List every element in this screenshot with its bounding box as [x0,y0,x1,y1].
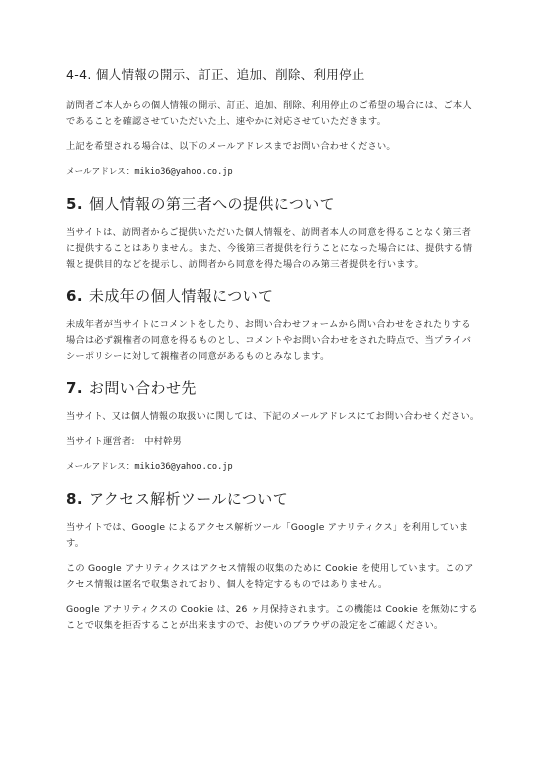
section-8-paragraph-3: Google アナリティクスの Cookie は、26 ヶ月保持されます。この機能は Cookie を無効にすることで収集を拒否することが出来ますので、お使いのブラウザの設定をご確認ください。 [66,604,478,631]
section-7-email: メールアドレス：mikio36@yahoo.co.jp [66,462,233,472]
section-6-title: 未成年の個人情報について [88,287,274,305]
section-8-heading [66,488,480,510]
section-4-4-email: メールアドレス：mikio36@yahoo.co.jp [66,167,233,177]
section-5-heading [66,193,480,215]
section-6-heading [66,285,480,307]
section-4-4-paragraph-2: 上記を希望される場合は、以下のメールアドレスまでお問い合わせください。 [66,141,396,152]
section-7-title: お問い合わせ先 [88,379,197,397]
section-8-paragraph-1: 当サイトでは、Google によるアクセス解析ツール「Google アナリティクス」を利用しています。 [66,522,469,549]
section-5-number: 5. [66,195,83,213]
section-6-paragraph-1: 未成年者が当サイトにコメントをしたり、お問い合わせフォームから問い合わせをされたりする場合は必ず親権者の同意を得るものとし、コメントやお問い合わせをされた時点で、当プライバシーポリシーに対して親権者の同意があるものとみなします。 [66,319,472,362]
section-8-paragraph-2: この Google アナリティクスはアクセス情報の収集のために Cookie を使用しています。このアクセス情報は匿名で収集されており、個人を特定するものではありません。 [66,563,474,590]
section-5-title: 個人情報の第三者への提供について [88,195,336,213]
section-4-4-paragraph-1: 訪問者ご本人からの個人情報の開示、訂正、追加、削除、利用停止のご希望の場合には、ご本人であることを確認させていただいた上、速やかに対応させていただきます。 [66,100,472,127]
section-7-heading [66,377,480,399]
section-5-paragraph-1: 当サイトは、訪問者からご提供いただいた個人情報を、訪問者本人の同意を得ることなく第三者に提供することはありません。また、今後第三者提供を行うことになった場合には、提供する情報と提供目的などを提示し、訪問者から同意を得た場合のみ第三者提供を行います。 [66,227,473,270]
section-7-paragraph-1: 当サイト、又は個人情報の取扱いに関しては、下記のメールアドレスにてお問い合わせください。 [66,411,480,422]
section-6-number: 6. [66,287,83,305]
section-7-number: 7. [66,379,83,397]
section-7-operator: 当サイト運営者: 中村幹男 [66,436,182,447]
section-8-title: アクセス解析ツールについて [88,490,289,508]
section-8-number: 8. [66,490,83,508]
section-4-4-heading: 4-4. 個人情報の開示、訂正、追加、削除、利用停止 [66,67,365,82]
